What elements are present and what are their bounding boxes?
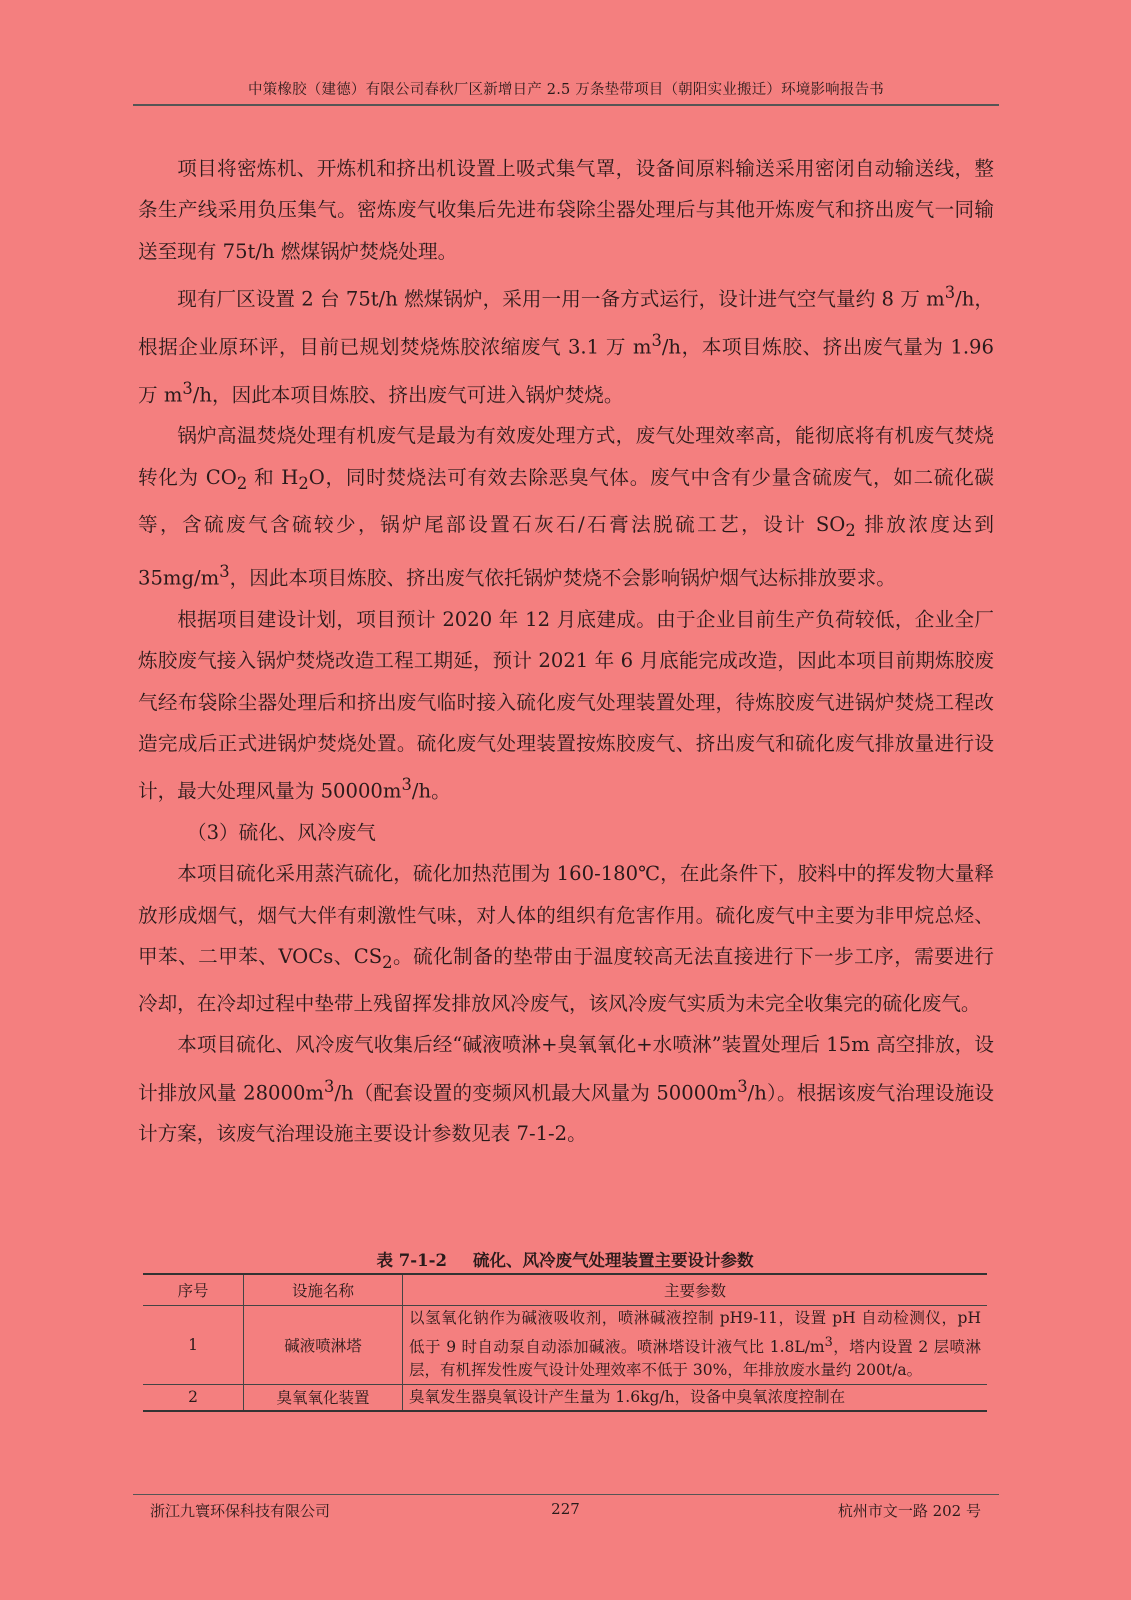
header-cell: 序号 [143,1274,244,1306]
parameter-text: 以氢氧化钠作为碱液吸收剂，喷淋碱液控制 pH9-11，设置 pH 自动检测仪，pH 低于 9 时自动泵自动添加碱液。喷淋塔设计液气比 $1.8L/m^3$，塔内设置 2 层喷淋层，有机挥发性废气设计处理效率不低于 30%，年排放废水量约 200t/a。 [403,1306,988,1385]
row-number: 1 [143,1306,244,1385]
paragraph: 本项目硫化、风冷废气收集后经“碱液喷淋+臭氧氧化+水喷淋”装置处理后 15m 高空排放，设计排放风量 $28000m^3/h$（配套设置的变频风机最大风量为 $50000m^3/h$）。根据该废气治理设施设计方案，该废气治理设施主要设计参数见表 7-1-2。 [138,1033,995,1146]
paragraph: 项目将密炼机、开炼机和挤出机设置上吸式集气罩，设备间原料输送采用密闭自动输送线，整条生产线采用负压集气。密炼废气收集后先进布袋除尘器处理后与其他开炼废气和挤出废气一同输送至现有 75t/h 燃煤锅炉焚烧处理。 [138,157,994,263]
facility-name: 碱液喷淋塔 [244,1306,403,1385]
footer-company: 浙江九寰环保科技有限公司 [150,1502,331,1520]
parameter-text: 臭氧发生器臭氧设计产生量为 1.6kg/h，设备中臭氧浓度控制在 [403,1384,988,1411]
header-cell: 设施名称 [244,1274,403,1306]
page-header: 中策橡胶（建德）有限公司春秋厂区新增日产 2.5 万条垫带项目（朝阳实业搬迁）环境影响报告书 [248,82,884,98]
table-row [143,1306,987,1385]
design-parameter-table [143,1273,987,1412]
footer-address: 杭州市文一路 202 号 [837,1502,981,1520]
section-heading: （3）硫化、风冷废气 [187,820,376,844]
page-number: 227 [551,1500,580,1518]
facility-name: 臭氧氧化装置 [244,1384,403,1411]
paragraph: 本项目硫化采用蒸汽硫化，硫化加热范围为 160-180℃，在此条件下，胶料中的挥发物大量释放形成烟气，烟气大伴有刺激性气味，对人体的组织有危害作用。硫化废气中主要为非甲烷总烃、甲苯、二甲苯、VOCs、$CS_2$。硫化制备的垫带由于温度较高无法直接进行下一步工序，需要进行冷却，在冷却过程中垫带上残留挥发排放风冷废气，该风冷废气实质为未完全收集完的硫化废气。 [138,862,994,1016]
paragraph: 现有厂区设置 2 台 75t/h 燃煤锅炉，采用一用一备方式运行，设计进气空气量约 8 万 $m^3/h$，根据企业原环评，目前已规划焚烧炼胶浓缩废气 3.1 万 $m^3/h$，本项目炼胶、挤出废气量为 1.96 万 $m^3/h$，因此本项目炼胶、挤出废气可进入锅炉焚烧。 [138,282,994,407]
table-caption: 表 7-1-2 硫化、风冷废气处理装置主要设计参数 [376,1251,754,1270]
table-row [143,1384,987,1411]
header-cell: 主要参数 [403,1274,988,1306]
body-text [138,148,994,1155]
paragraph: 根据项目建设计划，项目预计 2020 年 12 月底建成。由于企业目前生产负荷较低，企业全厂炼胶废气接入锅炉焚烧改造工程工期延，预计 2021 年 6 月底能完成改造，因此本项目前期炼胶废气经布袋除尘器处理后和挤出废气临时接入硫化废气处理装置处理，待炼胶废气进锅炉焚烧工程改造完成后正式进锅炉焚烧处置。硫化废气处理装置按炼胶废气、挤出废气和硫化废气排放量进行设计，最大处理风量为 $50000m^3/h$。 [138,607,994,803]
footer-divider [133,1494,999,1495]
paragraph: 锅炉高温焚烧处理有机废气是最为有效废处理方式，废气处理效率高，能彻底将有机废气焚烧转化为 $CO_2$ 和 $H_2O$，同时焚烧法可有效去除恶臭气体。废气中含有少量含硫废气，如二硫化碳等，含硫废气含硫较少，锅炉尾部设置石灰石/石膏法脱硫工艺，设计 $SO_2$ 排放浓度达到 $35mg/m^3$，因此本项目炼胶、挤出废气依托锅炉焚烧不会影响锅炉烟气达标排放要求。 [138,424,995,590]
header-divider [133,104,999,106]
row-number: 2 [143,1384,244,1411]
table-header-row [143,1274,987,1306]
